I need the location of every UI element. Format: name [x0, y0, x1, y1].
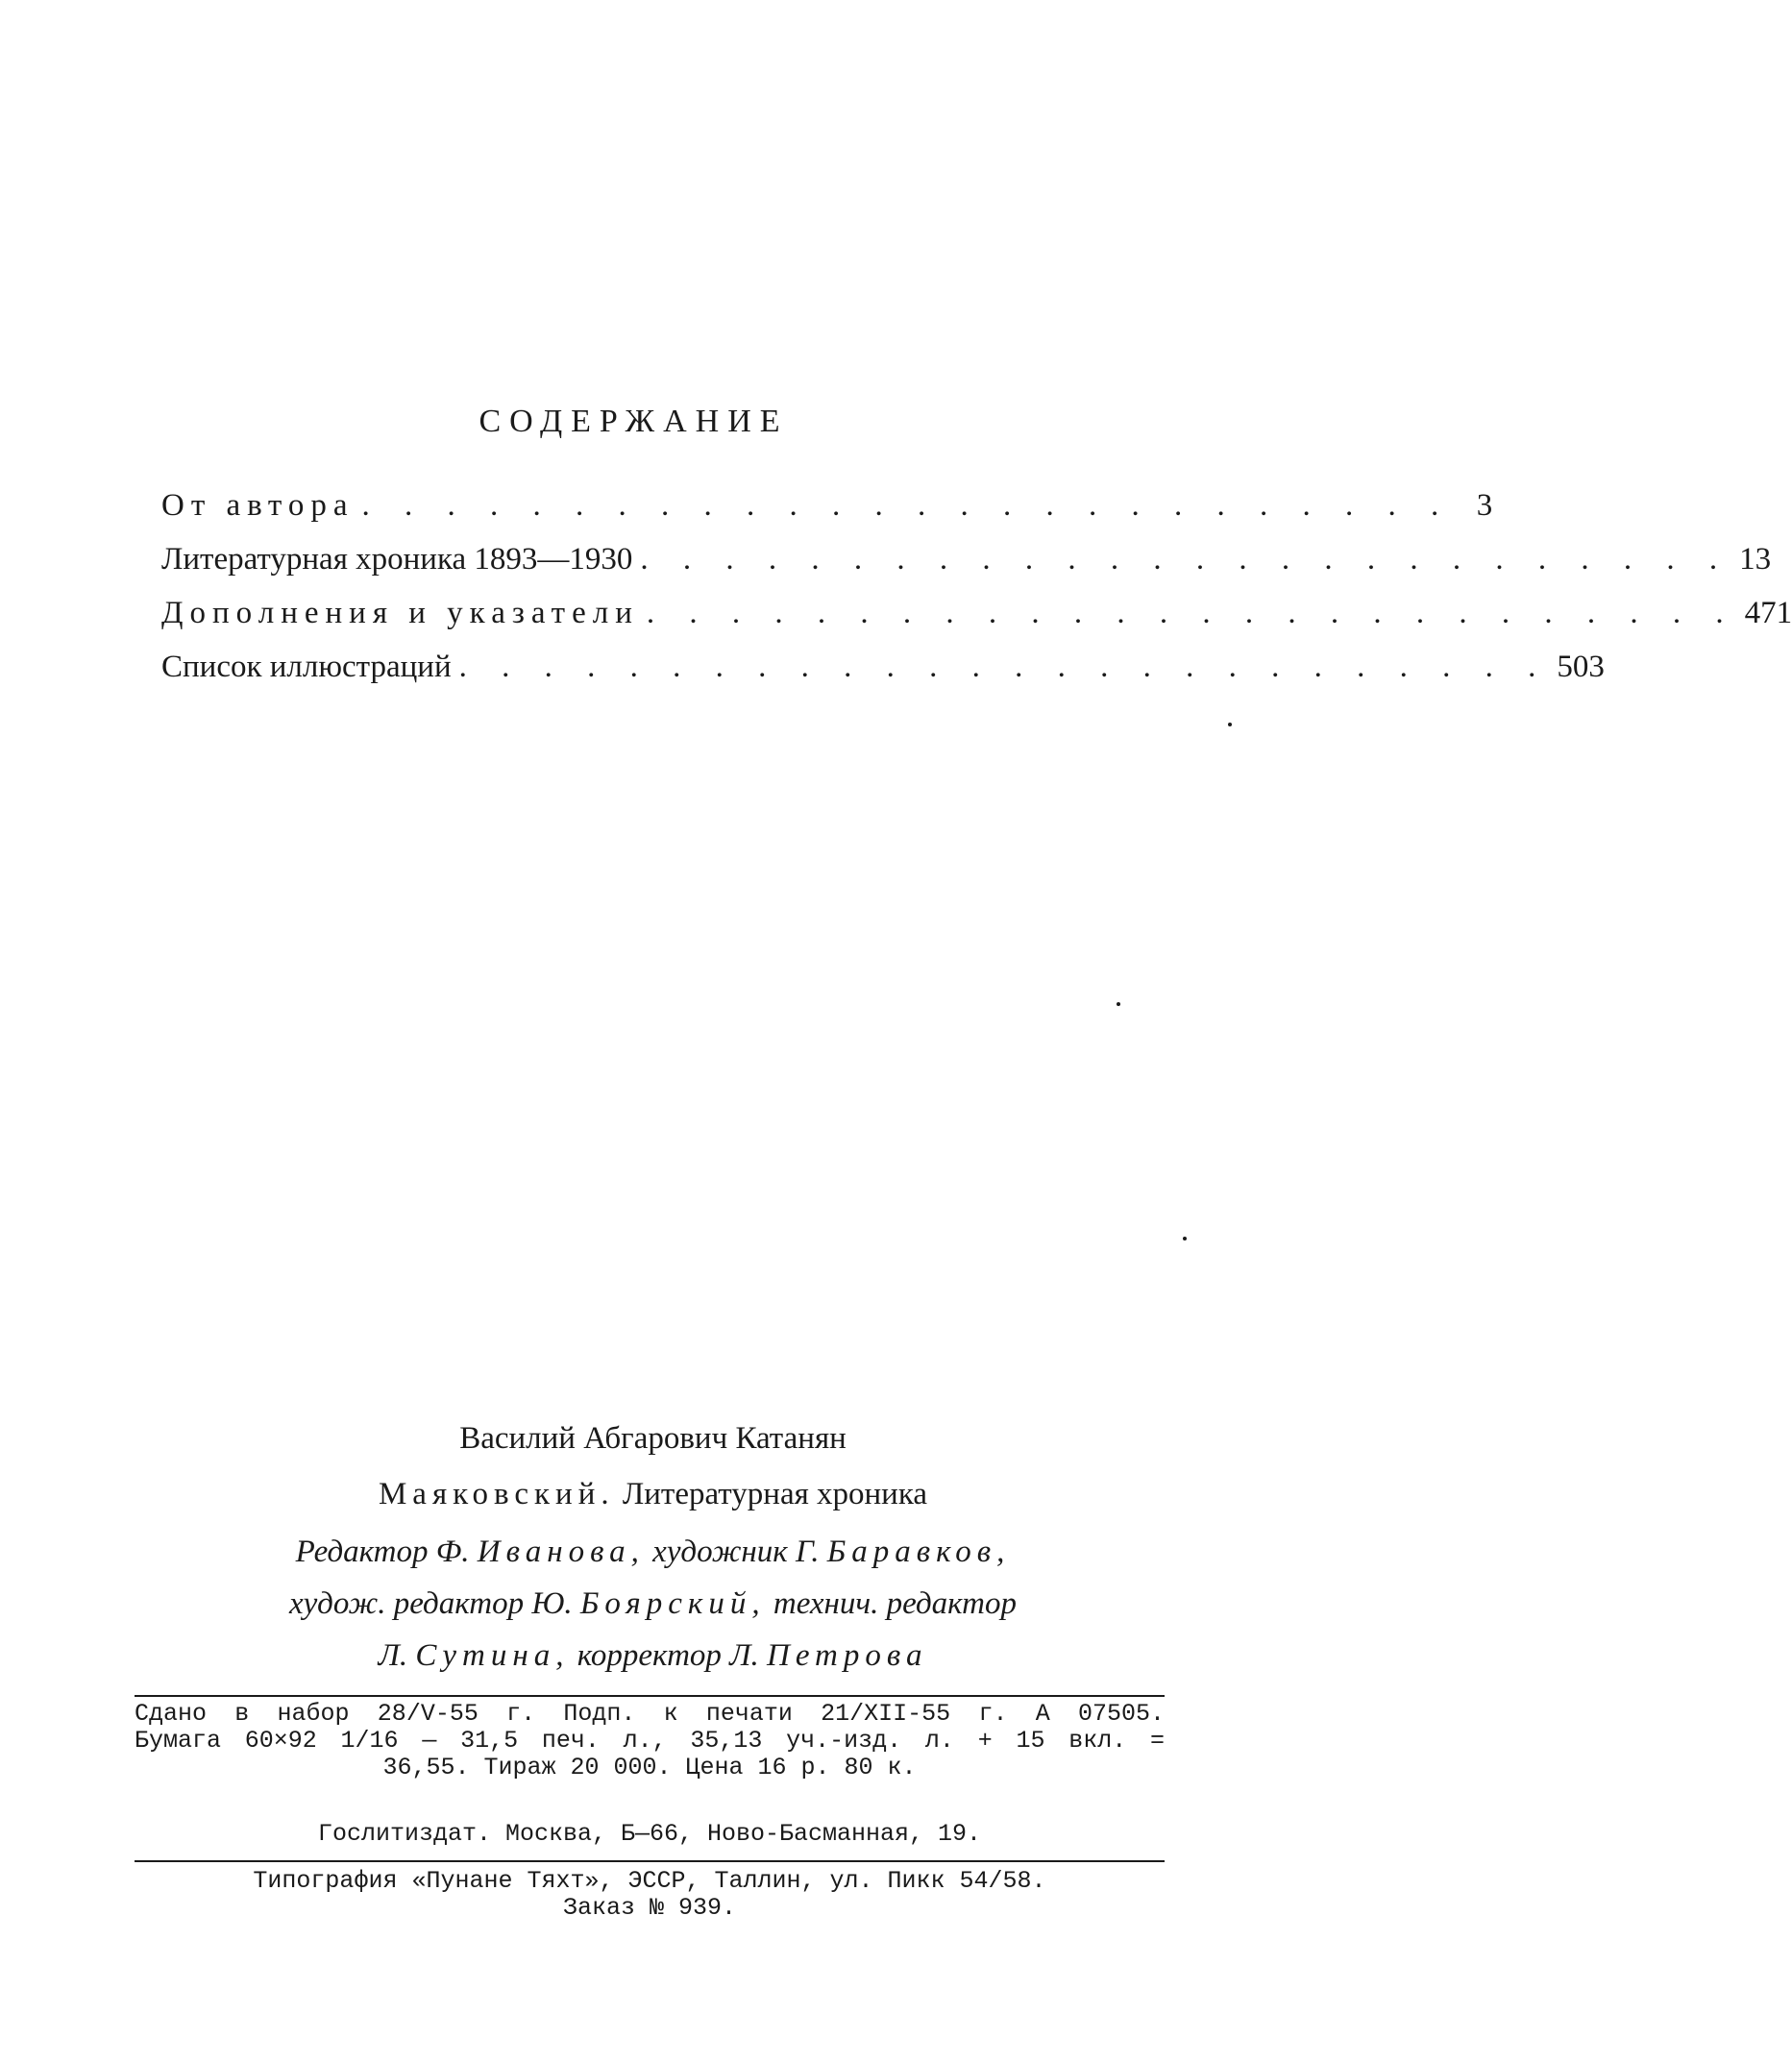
print-speck [1228, 723, 1232, 726]
author-name: Василий Абгарович Катанян [459, 1421, 847, 1456]
toc-entry-page: 503 [1557, 650, 1605, 684]
editorial-staff [38, 1526, 1267, 1682]
publisher-line: Гослитиздат. Москва, Б—66, Ново-Басманная, 19. [317, 1820, 982, 1848]
toc-entry-page: 13 [1739, 542, 1772, 577]
toc-entry[interactable] [161, 542, 1772, 596]
staff-line [38, 1630, 1267, 1682]
tech-editor-role: технич. редактор [773, 1586, 1018, 1621]
print-data-line: 36,55. Тираж 20 000. Цена 16 р. 80 к. [382, 1754, 917, 1781]
toc-entry-label: Список иллюстраций [161, 650, 452, 684]
tech-editor-initial: Л. [378, 1638, 408, 1673]
staff-line [38, 1578, 1267, 1630]
colophon [0, 1412, 1267, 1682]
divider-rule [135, 1695, 1165, 1697]
toc-entry[interactable] [161, 650, 1605, 703]
book-title-subtitle: Литературная хроника [622, 1477, 928, 1511]
toc-leader-dots: . . . . . . . . . . . . . . . . . . . . . . . . . . [640, 542, 1731, 577]
print-speck [1183, 1237, 1187, 1240]
toc-entry[interactable] [161, 596, 1792, 650]
print-data-line: Сдано в набор 28/V-55 г. Подп. к печати 21/XII-55 г. А 07505. [135, 1700, 1165, 1728]
contents-title: СОДЕРЖАНИЕ [479, 404, 789, 439]
artist-role: художник Г. [652, 1535, 820, 1569]
art-editor-name: Боярский, [579, 1586, 766, 1621]
staff-line [38, 1526, 1267, 1578]
tech-editor-name: Сутина, [415, 1638, 570, 1673]
editor-name: Иванова, [477, 1535, 645, 1569]
art-editor-role: худож. редактор Ю. [288, 1586, 573, 1621]
toc-entry[interactable] [161, 488, 1493, 542]
print-speck [1117, 1002, 1120, 1006]
book-title [38, 1464, 1267, 1524]
toc-leader-dots: . . . . . . . . . . . . . . . . . . . . . . . . . . [646, 596, 1737, 630]
toc-leader-dots: . . . . . . . . . . . . . . . . . . . . . . . . . . [458, 650, 1550, 684]
toc-entry-page: 471 [1744, 596, 1792, 630]
proofreader-role: корректор Л. [577, 1638, 759, 1673]
print-data [135, 1701, 1165, 1781]
proofreader-name: Петрова [767, 1638, 928, 1673]
artist-name: Баравков, [826, 1535, 1011, 1569]
book-title-main: Маяковский. [378, 1477, 615, 1511]
toc-entry-page: 3 [1476, 488, 1493, 523]
divider-rule [135, 1860, 1165, 1862]
table-of-contents [161, 488, 1792, 703]
toc-entry-label: От автора [161, 488, 355, 523]
printing-house-line: Заказ № 939. [562, 1894, 737, 1922]
print-data-line: Бумага 60×92 1/16 — 31,5 печ. л., 35,13 уч.-изд. л. + 15 вкл. = [135, 1727, 1165, 1755]
toc-leader-dots: . . . . . . . . . . . . . . . . . . . . . . . . . . [361, 488, 1453, 523]
editor-role: Редактор Ф. [295, 1535, 470, 1569]
toc-entry-label: Дополнения и указатели [161, 596, 639, 630]
printing-house-line: Типография «Пунане Тяхт», ЭССР, Таллин, ул. Пикк 54/58. [253, 1867, 1046, 1895]
printing-house [135, 1868, 1165, 1922]
toc-entry-label: Литературная хроника 1893—1930 [161, 542, 633, 577]
